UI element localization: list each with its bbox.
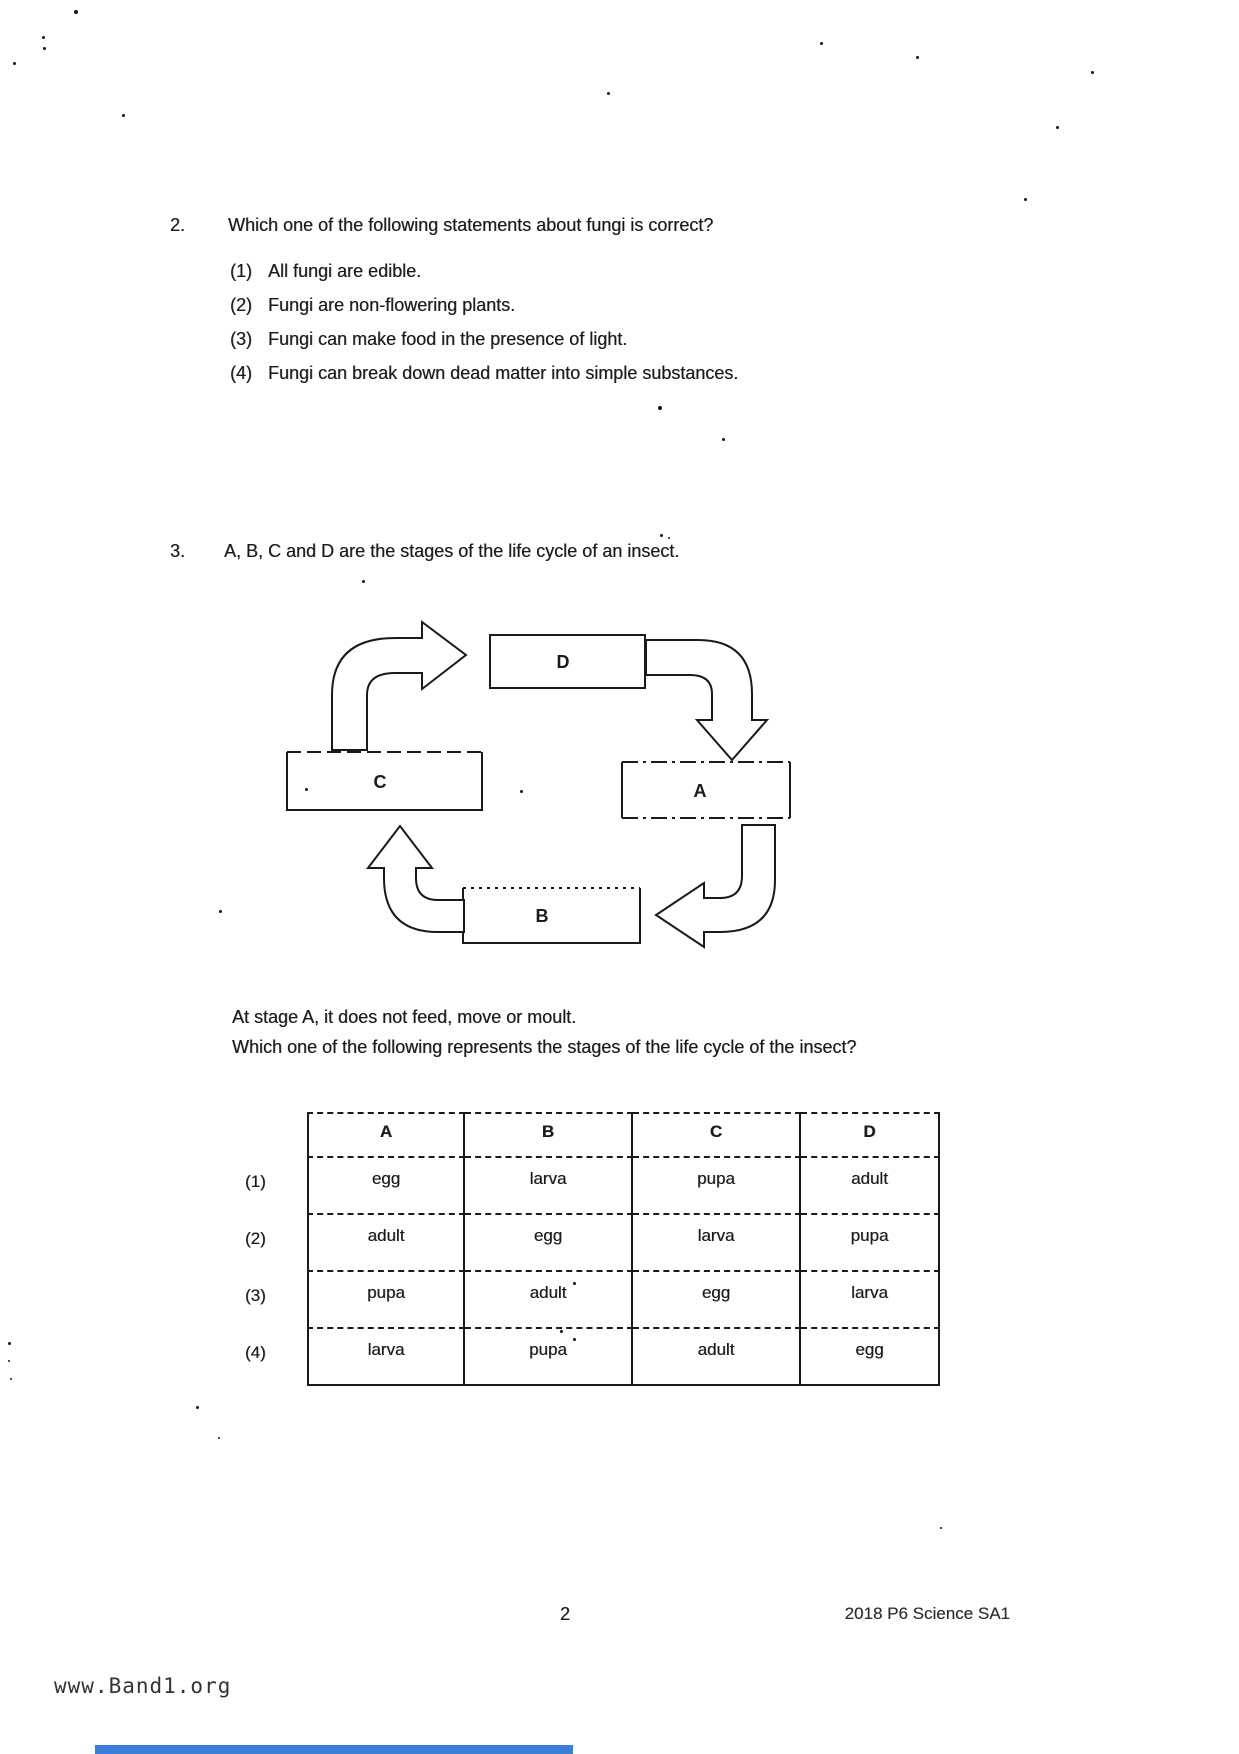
q2-option-1: [230, 260, 421, 282]
col-header-c: C: [633, 1112, 801, 1158]
scan-speck: [722, 438, 725, 441]
q2-option-3: [230, 328, 627, 350]
bottom-blue-bar: [95, 1745, 573, 1754]
cell-4-c: adult: [633, 1329, 801, 1386]
table-row: [245, 1215, 940, 1272]
row-label-2: (2): [245, 1229, 266, 1248]
cell-2-d: pupa: [801, 1215, 940, 1272]
scan-speck: [74, 10, 78, 14]
scan-speck: [218, 1437, 220, 1439]
scan-speck: [520, 790, 523, 793]
scan-speck: [219, 910, 222, 913]
q2-option-2-label: (2): [230, 295, 252, 315]
page-number: 2: [560, 1604, 571, 1624]
cell-4-a: larva: [307, 1329, 465, 1386]
cell-2-b: egg: [465, 1215, 633, 1272]
q2-option-4: [230, 362, 738, 384]
answer-table: [245, 1112, 940, 1386]
q2-option-3-label: (3): [230, 329, 252, 349]
q3-statement: At stage A, it does not feed, move or moult.: [232, 1007, 577, 1027]
q2-option-3-text: Fungi can make food in the presence of light.: [268, 329, 628, 349]
cell-3-b: adult: [465, 1272, 633, 1329]
col-header-d: D: [801, 1112, 940, 1158]
scan-speck: [607, 92, 610, 95]
stage-box-b: [463, 888, 640, 943]
scan-speck: [42, 36, 45, 39]
cell-1-c: pupa: [633, 1158, 801, 1215]
scan-speck: [305, 788, 308, 791]
scan-speck: [196, 1406, 199, 1409]
row-label-4: (4): [245, 1343, 266, 1362]
q2-option-1-text: All fungi are edible.: [268, 261, 422, 281]
q2-option-4-text: Fungi can break down dead matter into simple substances.: [268, 363, 739, 383]
scan-speck: [660, 534, 663, 537]
footer-exam-title: 2018 P6 Science SA1: [844, 1604, 1010, 1623]
q2-option-2: [230, 294, 515, 316]
scan-speck: [658, 406, 662, 410]
watermark-url: www.Band1.org: [54, 1674, 232, 1698]
cell-3-d: larva: [801, 1272, 940, 1329]
stage-label-a: A: [693, 781, 707, 801]
scan-speck: [1091, 71, 1094, 74]
cell-1-a: egg: [307, 1158, 465, 1215]
scan-speck: [362, 580, 365, 583]
answer-table-header-gutter: [245, 1112, 307, 1158]
arrow-b-to-c: [368, 826, 464, 932]
scan-speck: [668, 537, 670, 539]
scan-speck: [43, 47, 46, 50]
scan-speck: [1056, 126, 1059, 129]
q2-option-1-label: (1): [230, 261, 252, 281]
scan-speck: [573, 1282, 576, 1285]
question-2-number: 2.: [170, 215, 186, 235]
arrow-a-to-b: [656, 825, 775, 947]
table-row: [245, 1329, 940, 1386]
row-label-1: (1): [245, 1172, 266, 1191]
table-row: [245, 1158, 940, 1215]
cell-2-a: adult: [307, 1215, 465, 1272]
stage-label-c: C: [373, 772, 387, 792]
scan-speck: [573, 1338, 576, 1341]
q2-option-2-text: Fungi are non-flowering plants.: [268, 295, 516, 315]
scan-speck: [1024, 198, 1027, 201]
scan-speck: [13, 62, 16, 65]
scan-speck: [820, 42, 823, 45]
col-header-b: B: [465, 1112, 633, 1158]
cell-4-b: pupa: [465, 1329, 633, 1386]
cell-2-c: larva: [633, 1215, 801, 1272]
question-3: [170, 540, 679, 562]
cell-1-d: adult: [801, 1158, 940, 1215]
scan-speck: [10, 1378, 12, 1380]
row-label-3: (3): [245, 1286, 266, 1305]
scan-speck: [122, 114, 125, 117]
cell-3-c: egg: [633, 1272, 801, 1329]
arrow-c-to-d: [332, 622, 466, 750]
cell-3-a: pupa: [307, 1272, 465, 1329]
question-3-text: A, B, C and D are the stages of the life cycle of an insect.: [224, 541, 680, 561]
stage-label-d: D: [556, 652, 570, 672]
q2-option-4-label: (4): [230, 363, 252, 383]
cell-4-d: egg: [801, 1329, 940, 1386]
scan-speck: [560, 1330, 563, 1333]
table-row: [245, 1272, 940, 1329]
cell-1-b: larva: [465, 1158, 633, 1215]
scan-speck: [8, 1342, 11, 1345]
q3-question: Which one of the following represents the stages of the life cycle of the insect?: [232, 1037, 857, 1057]
scan-speck: [8, 1360, 10, 1362]
question-2-text: Which one of the following statements about fungi is correct?: [228, 215, 714, 235]
life-cycle-diagram: [270, 610, 810, 970]
question-2: [170, 214, 713, 236]
arrow-d-to-a: [646, 640, 767, 760]
scan-speck: [916, 56, 919, 59]
col-header-a: A: [307, 1112, 465, 1158]
scan-speck: [940, 1527, 942, 1529]
answer-table-header-row: [245, 1112, 940, 1158]
stage-label-b: B: [535, 906, 549, 926]
question-3-number: 3.: [170, 541, 186, 561]
